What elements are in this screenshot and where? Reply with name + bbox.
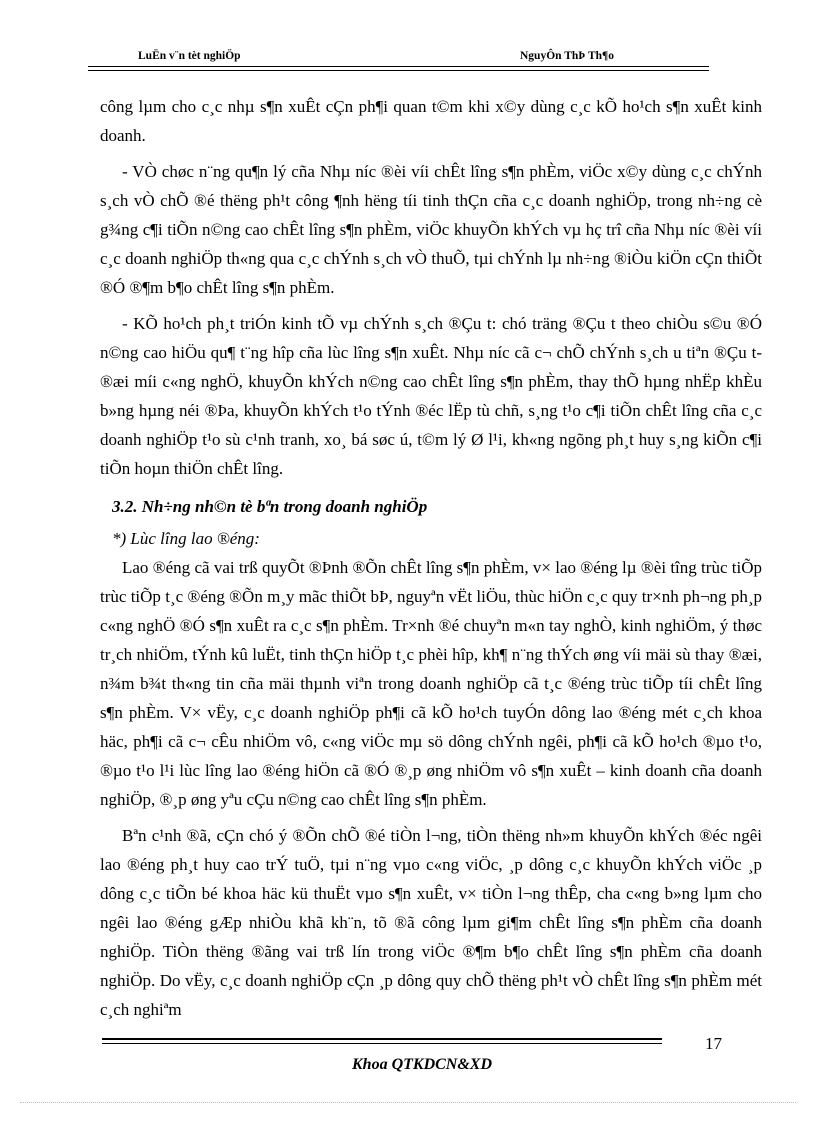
page-header <box>88 44 709 66</box>
section-heading: 3.2. Nh÷ng nh©n tè bªn trong doanh nghiÖp <box>112 497 428 516</box>
paragraph-continuation: công lµm cho c¸c nhµ s¶n xuÊt cÇn ph¶i quan t©m khi x©y dùng c¸c kÕ ho¹ch s¶n xuÊt kinh doanh. <box>100 97 762 145</box>
page-number: 17 <box>705 1034 722 1053</box>
header-thesis-title: LuËn v¨n tèt nghiÖp <box>138 50 241 62</box>
paragraph-wages: Bªn c¹nh ®ã, cÇn chó ý ®Õn chÕ ®é tiÒn l¬ng, tiÒn thëng nh»m khuyÕn khÝch ®éc ngêi lao ®éng ph¸t huy cao trÝ tuÖ, tµi n¨ng vµo c«ng viÖc, ¸p dông c¸c khuyÕn khÝch viÖc ¸p dông c¸c tiÕn bé khoa häc kü thuËt vµo s¶n xuÊt, v× tiÒn l¬ng thÊp, cha c«ng b»ng lµm cho ngêi lao ®éng gÆp nhiÒu khã kh¨n, tõ ®ã công lµm gi¶m chÊt lîng s¶n phÈm cña doanh nghiÖp. TiÒn thëng ®ãng vai trß lín trong viÖc ®¶m b¶o chÊt lîng s¶n phÈm cña doanh nghiÖp. Do vËy, c¸c doanh nghiÖp cÇn ¸p dông quy chÕ thëng ph¹t vÒ chÊt lîng s¶n phÈm mét c¸ch nghiªm <box>100 826 762 1019</box>
footer-faculty: Khoa QTKDCN&XD <box>352 1056 493 1073</box>
header-rule <box>88 66 709 67</box>
header-rule-thin <box>88 70 709 71</box>
footer-rule <box>102 1038 662 1040</box>
header-author-name: NguyÔn ThÞ Th¶o <box>520 50 614 62</box>
sub-heading: *) Lùc lîng lao ®éng: <box>112 529 260 548</box>
page-bottom-border <box>20 1102 796 1103</box>
paragraph-economic-plan: - KÕ ho¹ch ph¸t triÓn kinh tÕ vµ chÝnh s¸ch ®Çu t: chó träng ®Çu t theo chiÒu s©u ®Ó n©ng cao hiÖu qu¶ t¨ng hîp cña lùc lîng s¶n xuÊt. Nhµ níc cã c¬ chÕ chÝnh s¸ch u tiªn ®Çu t ®æi míi c«ng nghÖ, khuyÕn khÝch n©ng cao chÊt lîng s¶n phÈm, thay thÕ hµng nhËp khÈu b»ng hµng néi ®Þa, khuyÕn khÝch t¹o tÝnh ®éc lËp tù chñ, s¸ng t¹o c¶i tiÕn chÊt lîng cña c¸c doanh nghiÖp t¹o sù c¹nh tranh, xo¸ bá søc ú, t©m lý Ø l¹i, kh«ng ngõng ph¸t huy s¸ng kiÕn c¶i tiÕn hoµn thiÖn chÊt lîng. <box>100 314 762 478</box>
footer-rule-thin <box>102 1043 662 1044</box>
page-body <box>100 92 762 1024</box>
paragraph-state-role: - VÒ chøc n¨ng qu¶n lý cña Nhµ níc ®èi víi chÊt lîng s¶n phÈm, viÖc x©y dùng c¸c chÝnh s¸ch vÒ chÕ ®é thëng ph¹t công ¶nh hëng tíi tinh thÇn cña c¸c doanh nghiÖp, trong nh÷ng cè g¾ng c¶i tiÕn n©ng cao chÊt lîng s¶n phÈm, viÖc khuyÕn khÝch vµ hç trî cña Nhµ níc ®èi víi c¸c doanh nghiÖp th«ng qua c¸c chÝnh s¸ch vÒ thuÕ, tµi chÝnh lµ nh÷ng ®iÒu kiÖn cÇn thiÕt ®Ó ®¶m b¶o chÊt lîng s¶n phÈm. <box>100 162 762 297</box>
paragraph-labor: Lao ®éng cã vai trß quyÕt ®Þnh ®Õn chÊt lîng s¶n phÈm, v× lao ®éng lµ ®èi tîng trùc tiÕp trùc tiÕp t¸c ®éng ®Õn m¸y mãc thiÕt bÞ, nguyªn vËt liÖu, thùc hiÖn c¸c quy tr×nh ph¬ng ph¸p c«ng nghÖ ®Ó s¶n xuÊt ra c¸c s¶n phÈm. Tr×nh ®é chuyªn m«n tay nghÒ, kinh nghiÖm, ý thøc tr¸ch nhiÖm, tÝnh kû luËt, tinh thÇn hiÖp t¸c phèi hîp, kh¶ n¨ng thÝch øng víi mäi sù thay ®æi, n¾m b¾t th«ng tin cña mäi thµnh viªn trong doanh nghiÖp cã t¸c ®éng trùc tiÕp tíi chÊt lîng s¶n phÈm. V× vËy, c¸c doanh nghiÖp ph¶i cã kÕ ho¹ch tuyÓn dông lao ®éng mét c¸ch khoa häc, ph¶i cã c¬ cÊu nhiÖm vô, c«ng viÖc mµ sö dông chÝnh ngêi, ph¶i cã kÕ ho¹ch ®µo t¹o, ®µo t¹o l¹i lùc lîng lao ®éng hiÖn cã ®Ó ®¸p øng nhiÖm vô s¶n xuÊt – kinh doanh cña doanh nghiÖp, ®¸p øng yªu cÇu n©ng cao chÊt lîng s¶n phÈm. <box>100 558 762 809</box>
